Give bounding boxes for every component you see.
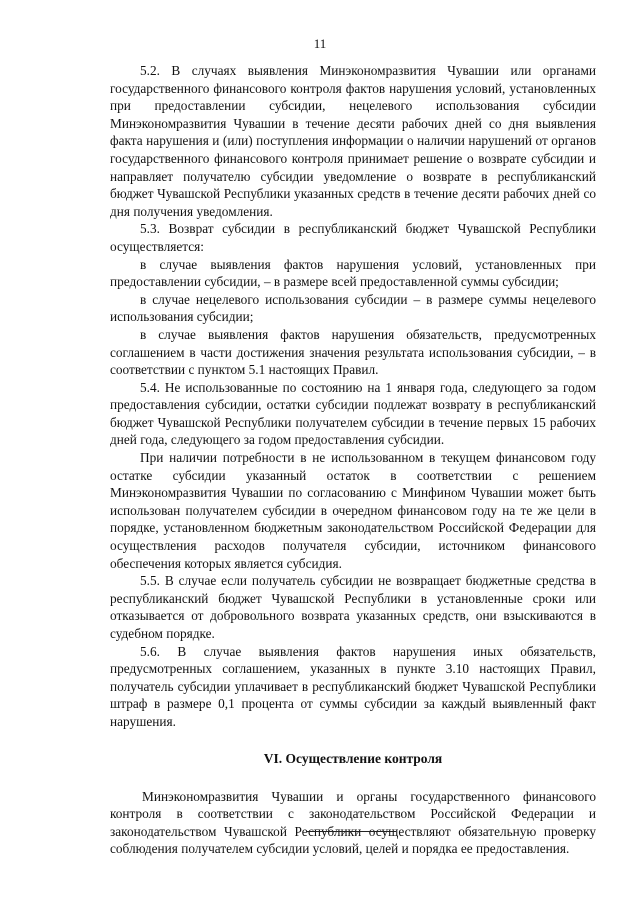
end-divider	[306, 831, 396, 832]
paragraph-5-3: 5.3. Возврат субсидии в республиканский бюджет Чувашской Республики осуществляется:	[110, 221, 596, 254]
paragraph-5-4: 5.4. Не использованные по состоянию на 1 января года, следующего за годом предоставления субсидии, остатки субсидии подлежат возврату в республиканский бюджет Чувашской Республики получателем субсидии в течение первых 15 рабочих дней года, следующего за годом предоставления субсидии.	[110, 379, 596, 448]
paragraph-5-6: 5.6. В случае выявления фактов нарушения иных обязательств, предусмотренных соглашением, указанных в пункте 3.10 настоящих Правил, получатель субсидии уплачивает в республиканский бюджет Чувашской Республики штраф в размере 0,1 процента от суммы субсидии за каждый выявленный факт нарушения.	[110, 643, 596, 729]
paragraph-5-4-remainder: При наличии потребности в не использованном в текущем финансовом году остатке субсидии указанный остаток в соответствии с решением Минэкономразвития Чувашии по согласованию с Минфином Чувашии может быть использован получателем субсидии в очередном финансовом году на те же цели в порядке, установленном бюджетным законодательством Российской Федерации для осуществления расходов получателя субсидии, источником финансового обеспечения которых является субсидия.	[110, 450, 596, 571]
paragraph-5-3-case-obligations: в случае выявления фактов нарушения обязательств, предусмотренных соглашением в части достижения значения результата использования субсидии, – в соответствии с пунктом 5.1 настоящих Правил.	[110, 326, 596, 378]
paragraph-5-3-case-misuse: в случае нецелевого использования субсидии – в размере суммы нецелевого использования субсидии;	[110, 291, 596, 325]
paragraph-5-2: 5.2. В случаях выявления Минэкономразвития Чувашии или органами государственного финансового контроля фактов нарушения условий, установленных при предоставлении субсидии, нецелевого использования субсидии Минэкономразвития Чувашии в течение десяти рабочих дней со дня выявления факта нарушения и (или) поступления информации о наличии нарушений от органов государственного финансового контроля принимает решение о возврате субсидии и направляет получателю субсидии уведомление о возврате в республиканский бюджет Чувашской Республики указанных средств в течение десяти рабочих дней со дня получения уведомления.	[110, 63, 596, 219]
section-paragraph: Минэкономразвития Чувашии и органы государственного финансового контроля в соответствии с законодательством Российской Федерации и законодательством Чувашской Республики осуществляют обязательную проверку соблюдения получателем субсидии условий, целей и порядка ее предоставления.	[110, 788, 596, 857]
section-heading: VI. Осуществление контроля	[263, 750, 443, 766]
paragraph-5-3-case-conditions: в случае выявления фактов нарушения условий, установленных при предоставлении субсидии, – в размере всей предоставленной суммы субсидии;	[110, 256, 596, 290]
document-body	[110, 62, 596, 858]
page-number: 11	[313, 36, 327, 51]
paragraph-5-5: 5.5. В случае если получатель субсидии не возвращает бюджетные средства в республиканский бюджет Чувашской Республики в установленные сроки или отказывается от добровольного возврата указанных средств, они взыскиваются в судебном порядке.	[110, 573, 596, 641]
